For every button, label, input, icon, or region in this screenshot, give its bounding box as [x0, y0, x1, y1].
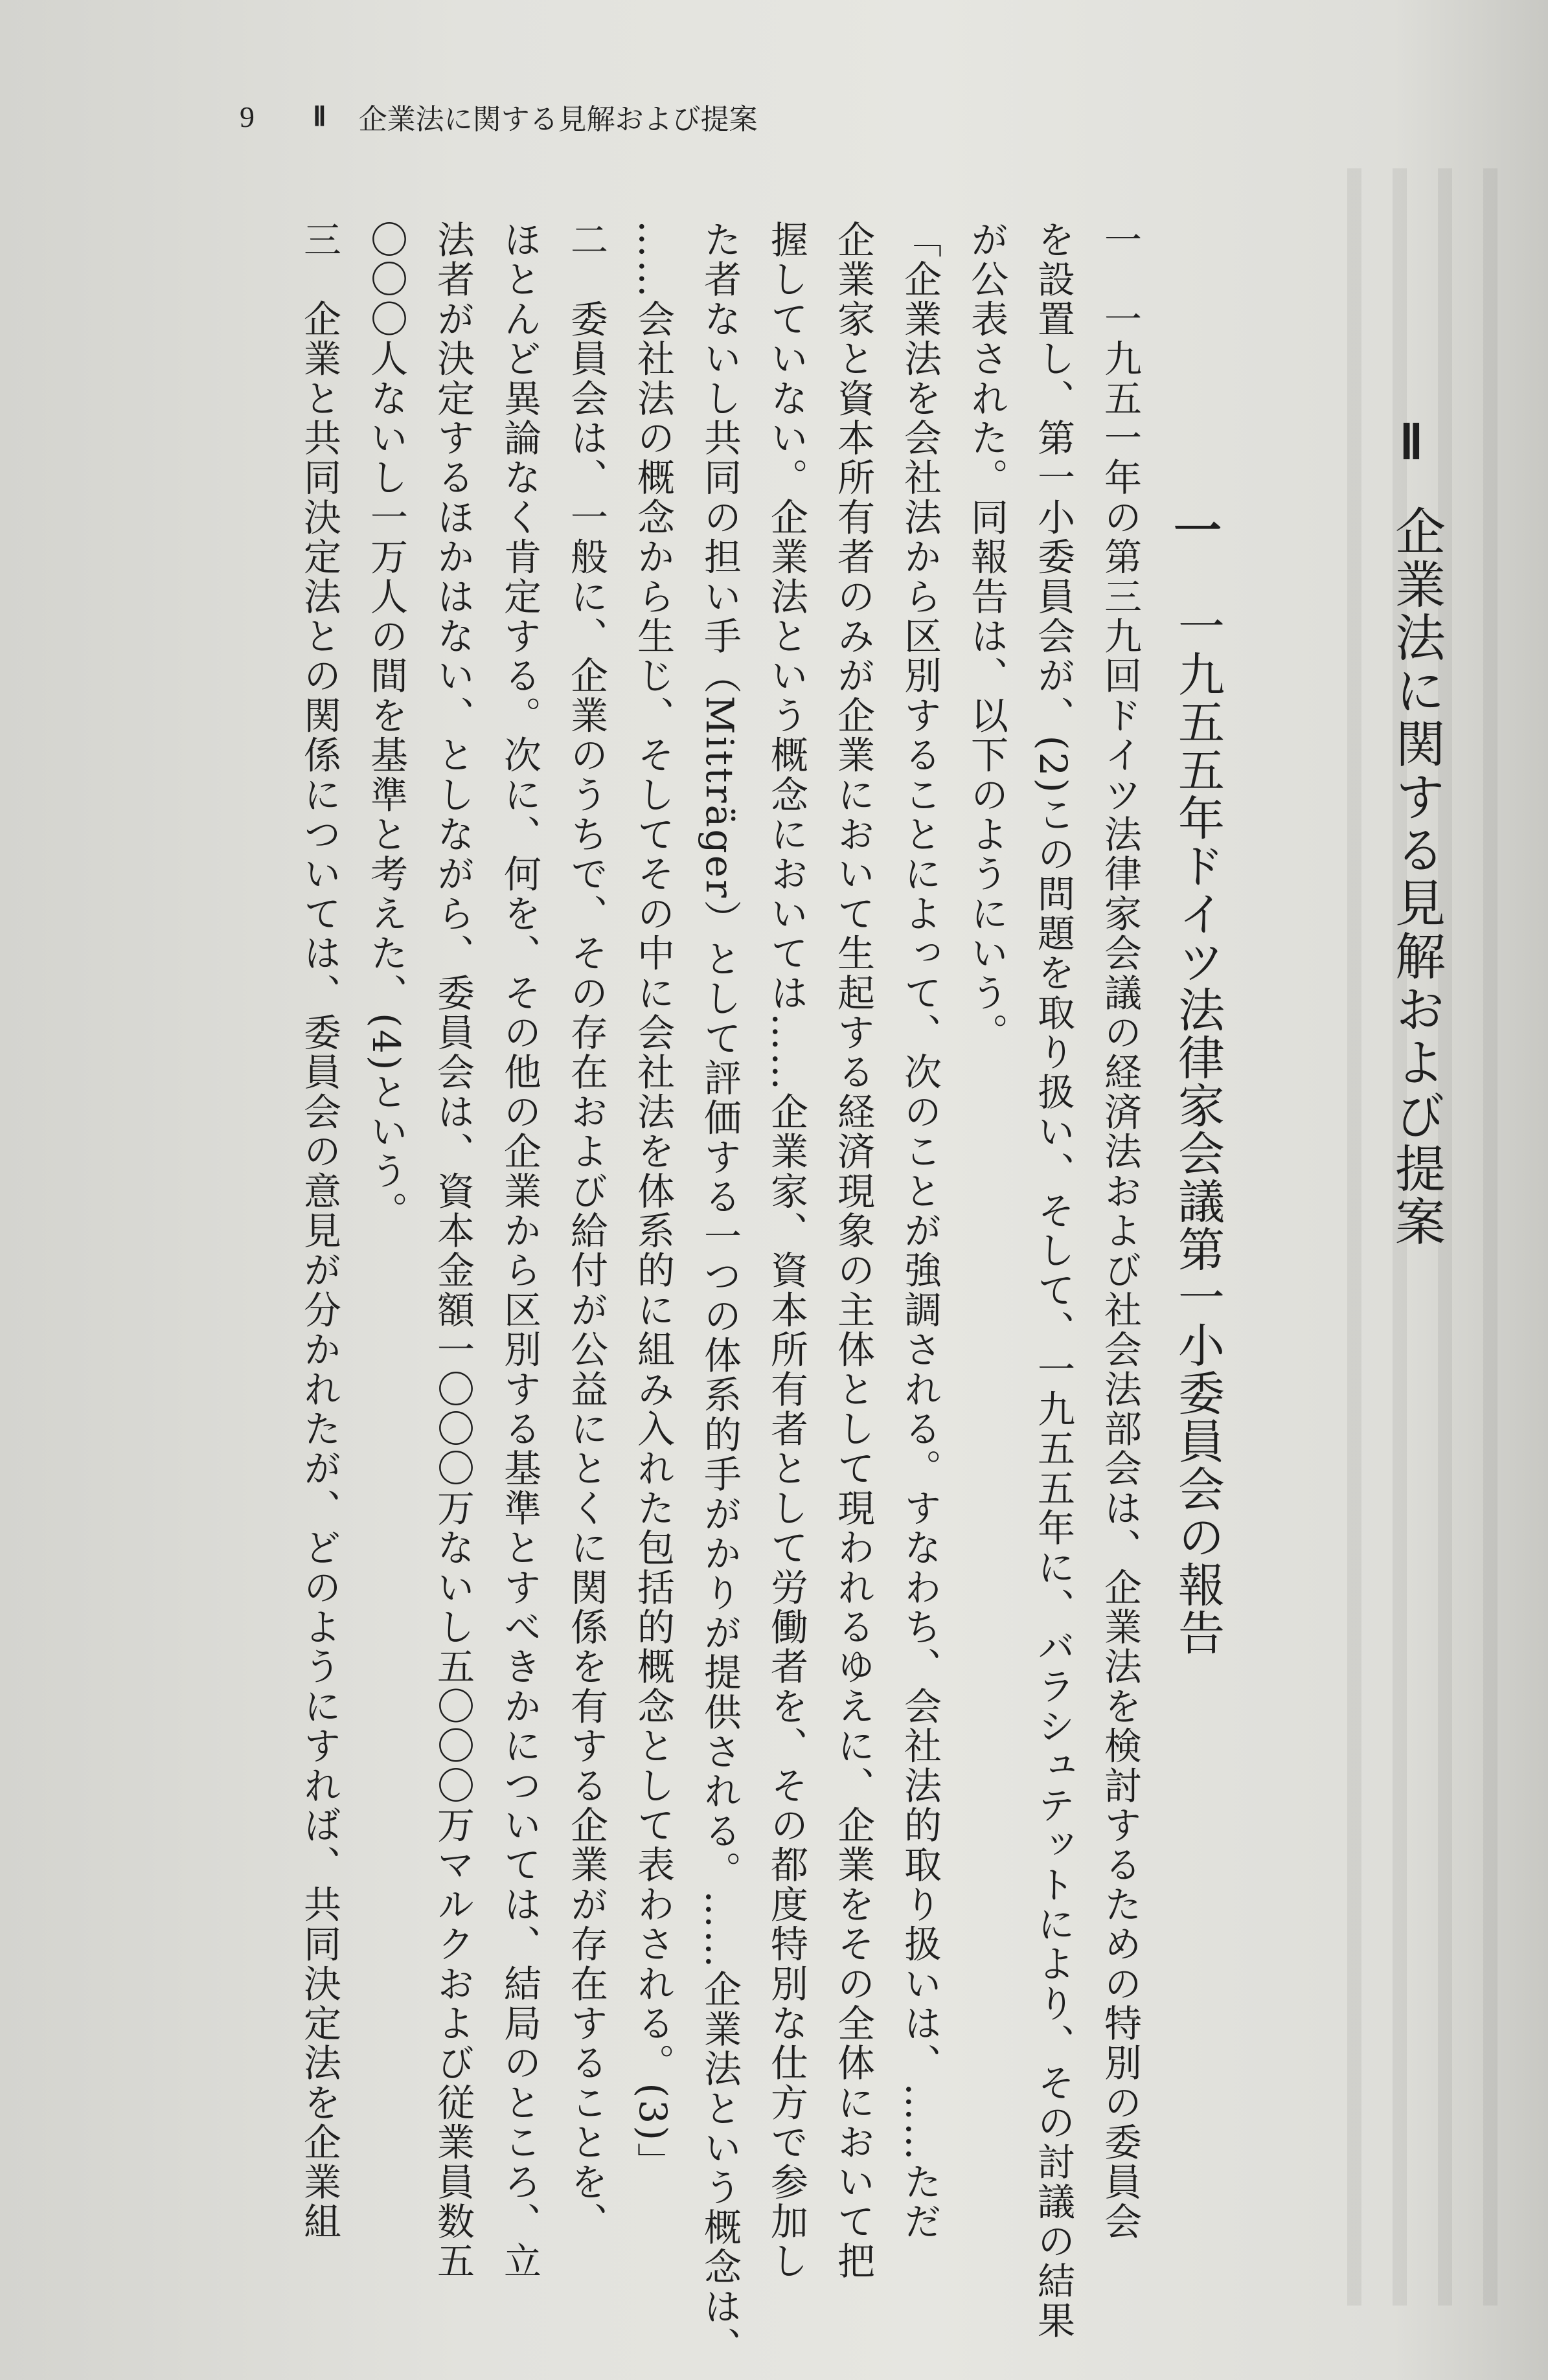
body-line: 二 委員会は、一般に、企業のうちで、その存在および給付が公益にとくに関係を有する企業が存在することを、	[564, 220, 608, 2242]
chapter-title: 企業法に関する見解および提案	[1387, 505, 1445, 1249]
body-line: 握していない。企業法という概念においては……企業家、資本所有者として労働者を、その都度特別な仕方で参加し	[764, 220, 808, 2282]
body-line: た者ないし共同の担い手（Mitträger）として評価する一つの体系的手がかりが提供される。……企業法という概念は、	[698, 220, 742, 2366]
body-line: 一 一九五一年の第三九回ドイツ法律家会議の経済法および社会法部会は、企業法を検討するための特別の委員会	[1098, 220, 1142, 2242]
body-line: 「企業法を会社法から区別することによって、次のことが強調される。すなわち、会社法的取り扱いは、……ただ	[898, 220, 942, 2242]
body-line: が公表された。同報告は、以下のようにいう。	[964, 220, 1008, 1053]
body-line: ほとんど異論なく肯定する。次に、何を、その他の企業から区別する基準とすべきかについては、結局のところ、立	[497, 220, 541, 2282]
body-line: を設置し、第一小委員会が、(2)この問題を取り扱い、そして、一九五五年に、バラシュテットにより、その討議の結果	[1031, 220, 1075, 2341]
body-line: ……会社法の概念から生じ、そしてその中に会社法を体系的に組み入れた包括的概念として表わされる。(3)」	[631, 220, 675, 2182]
body-line: 法者が決定するほかはない、としながら、委員会は、資本金額一〇〇〇万ないし五〇〇〇万マルクおよび従業員数五	[431, 220, 475, 2282]
running-head	[240, 97, 758, 136]
chapter-number: Ⅱ	[1384, 414, 1437, 470]
page-number: 9	[240, 100, 255, 133]
section-number: 一	[1166, 505, 1222, 553]
body-line: 企業家と資本所有者のみが企業において生起する経済現象の主体として現われるゆえに、企業をその全体において把	[831, 220, 875, 2282]
running-head-section: Ⅱ	[313, 102, 326, 132]
body-line: 三 企業と共同決定法との関係については、委員会の意見が分かれたが、どのようにすれば、共同決定法を企業組	[297, 220, 341, 2242]
section-title: 一九五五年ドイツ法律家会議第一小委員会の報告	[1170, 602, 1225, 1657]
body-line: 〇〇〇人ないし一万人の間を基準と考えた、(4)という。	[364, 220, 408, 1231]
running-head-title: 企業法に関する見解および提案	[358, 103, 758, 136]
